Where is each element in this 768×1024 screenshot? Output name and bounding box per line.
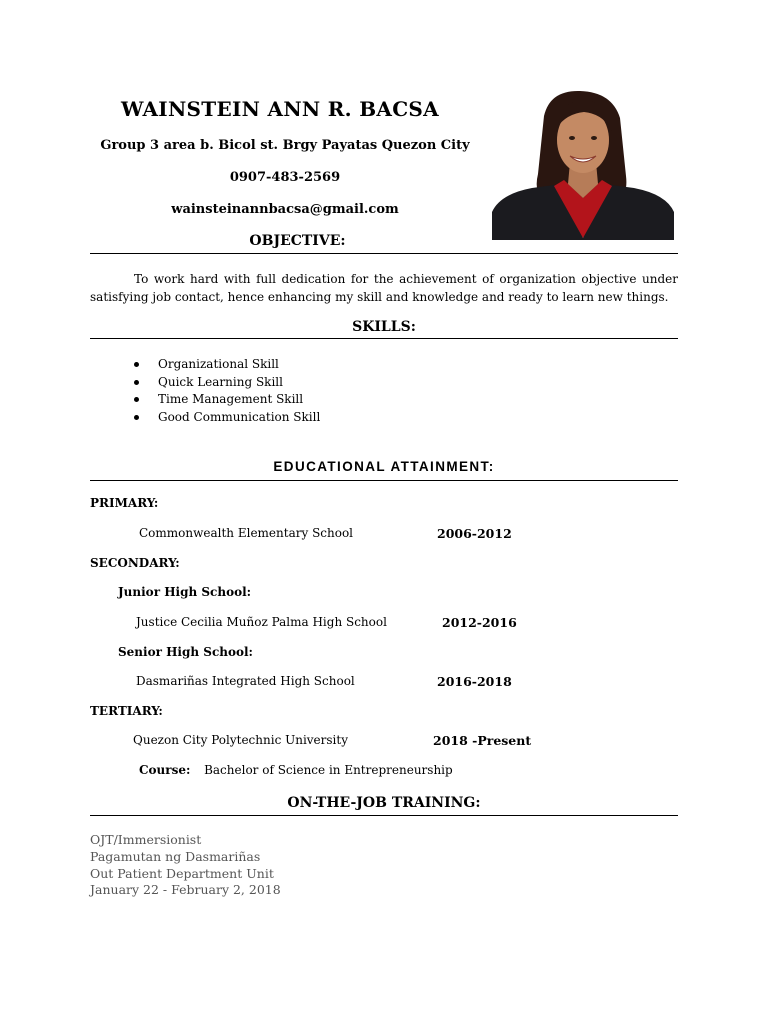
skill-label: Quick Learning Skill [158, 374, 283, 389]
ojt-company: Pagamutan ng Dasmariñas [90, 849, 261, 864]
objective-heading: OBJECTIVE: [249, 233, 346, 249]
education-divider [90, 480, 678, 481]
skill-label: Organizational Skill [158, 357, 279, 371]
senior-high-school: Dasmariñas Integrated High School [136, 674, 355, 688]
objective-text: To work hard with full dedication for the achievement of organization objective under satisfying job contact, hence enhancing my skill and knowledge and ready to learn new things. [90, 272, 678, 304]
list-item [132, 409, 320, 427]
skills-divider [90, 338, 678, 339]
junior-high-label: Junior High School: [118, 585, 252, 599]
ojt-role: OJT/Immersionist [90, 832, 202, 847]
list-item [132, 391, 320, 409]
skills-list [132, 356, 320, 426]
senior-high-years: 2016-2018 [437, 674, 512, 689]
skill-label: Good Communication Skill [158, 409, 321, 424]
ojt-department: Out Patient Department Unit [90, 866, 274, 881]
tertiary-label: TERTIARY: [90, 704, 163, 718]
tertiary-years: 2018 -Present [433, 733, 532, 748]
list-item [132, 356, 320, 374]
junior-high-school: Justice Cecilia Muñoz Palma High School [136, 615, 387, 629]
primary-years: 2006-2012 [437, 526, 512, 541]
ojt-heading: ON-THE-JOB TRAINING: [287, 795, 481, 811]
profile-photo [492, 88, 674, 240]
skill-label: Time Management Skill [158, 392, 304, 407]
secondary-label: SECONDARY: [90, 556, 180, 570]
ojt-dates: January 22 - February 2, 2018 [90, 882, 281, 897]
course-row [139, 763, 453, 777]
resume-name: WAINSTEIN ANN R. BACSA [121, 97, 439, 121]
course-name: Bachelor of Science in Entrepreneurship [204, 763, 453, 777]
phone-number: 0907-483-2569 [229, 170, 341, 185]
bullet-icon [134, 380, 139, 385]
list-item [132, 374, 320, 392]
education-heading: EDUCATIONAL ATTAINMENT: [273, 459, 495, 474]
junior-high-years: 2012-2016 [442, 615, 517, 630]
address: Group 3 area b. Bicol st. Brgy Payatas Quezon City [100, 138, 470, 153]
ojt-divider [90, 815, 678, 816]
senior-high-label: Senior High School: [118, 645, 253, 659]
tertiary-school: Quezon City Polytechnic University [133, 733, 348, 747]
email-address: wainsteinannbacsa@gmail.com [171, 202, 399, 217]
bullet-icon [134, 362, 139, 367]
objective-divider [90, 253, 678, 254]
primary-school: Commonwealth Elementary School [139, 526, 354, 540]
course-label: Course: [139, 763, 191, 777]
bullet-icon [134, 397, 139, 402]
bullet-icon [134, 415, 139, 420]
skills-heading: SKILLS: [352, 319, 416, 335]
profile-photo-illustration [492, 88, 674, 240]
primary-label: PRIMARY: [90, 496, 159, 510]
